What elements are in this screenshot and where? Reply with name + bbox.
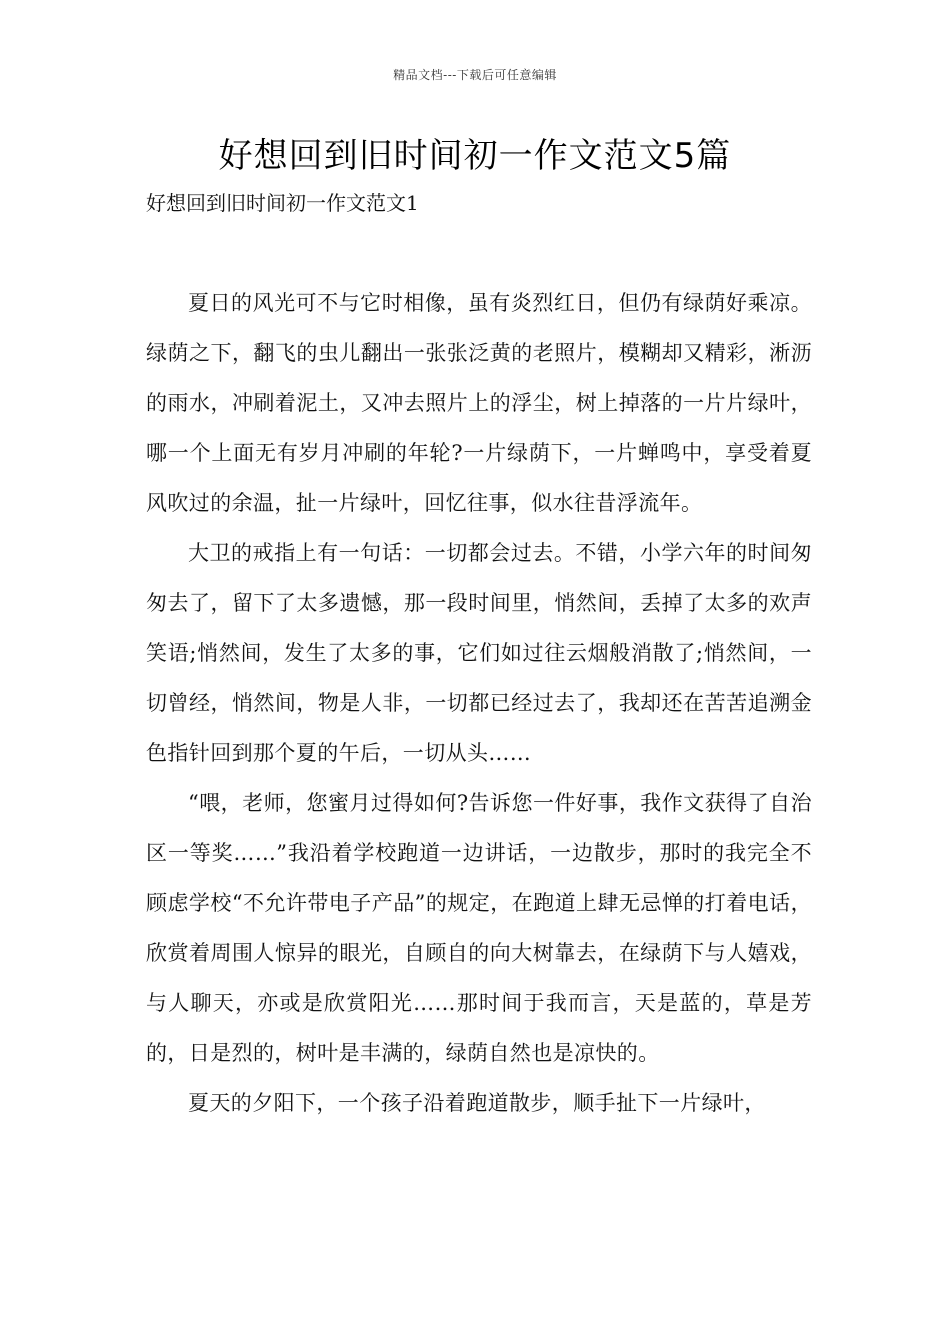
paragraph-3: “喂，老师，您蜜月过得如何?告诉您一件好事，我作文获得了自治区一等奖……”我沿着学校跑道一边讲话，一边散步，那时的我完全不顾虑学校“不允许带电子产品”的规定，在跑道上肆无忌惮的打着电话，欣赏着周围人惊异的眼光，自顾自的向大树靠去，在绿荫下与人嬉戏，与人聊天，亦或是欣赏阳光……那时间于我而言，天是蓝的，草是芳的，日是烈的，树叶是丰满的，绿荫自然也是凉快的。 [146, 791, 812, 1065]
header-note: 精品文档---下载后可任意编辑 [393, 68, 557, 82]
document-title: 好想回到旧时间初一作文范文5篇 [218, 136, 732, 176]
section-heading: 好想回到旧时间初一作文范文1 [146, 191, 419, 215]
body-text [146, 278, 812, 1128]
paragraph-1: 夏日的风光可不与它时相像，虽有炎烈红日，但仍有绿荫好乘凉。绿荫之下，翻飞的虫儿翻出一张张泛黄的老照片，模糊却又精彩，淅沥的雨水，冲刷着泥土，又冲去照片上的浮尘，树上掉落的一片片绿叶，哪一个上面无有岁月冲刷的年轮?一片绿荫下，一片蝉鸣中，享受着夏风吹过的余温，扯一片绿叶，回忆往事，似水往昔浮流年。 [146, 291, 812, 515]
paragraph-2: 大卫的戒指上有一句话：一切都会过去。不错，小学六年的时间匆匆去了，留下了太多遗憾，那一段时间里，悄然间，丢掉了太多的欢声笑语;悄然间，发生了太多的事，它们如过往云烟般消散了;悄然间，一切曾经，悄然间，物是人非，一切都已经过去了，我却还在苦苦追溯金色指针回到那个夏的午后，一切从头…… [146, 541, 812, 765]
paragraph-4: 夏天的夕阳下，一个孩子沿着跑道散步，顺手扯下一片绿叶， [188, 1091, 766, 1115]
